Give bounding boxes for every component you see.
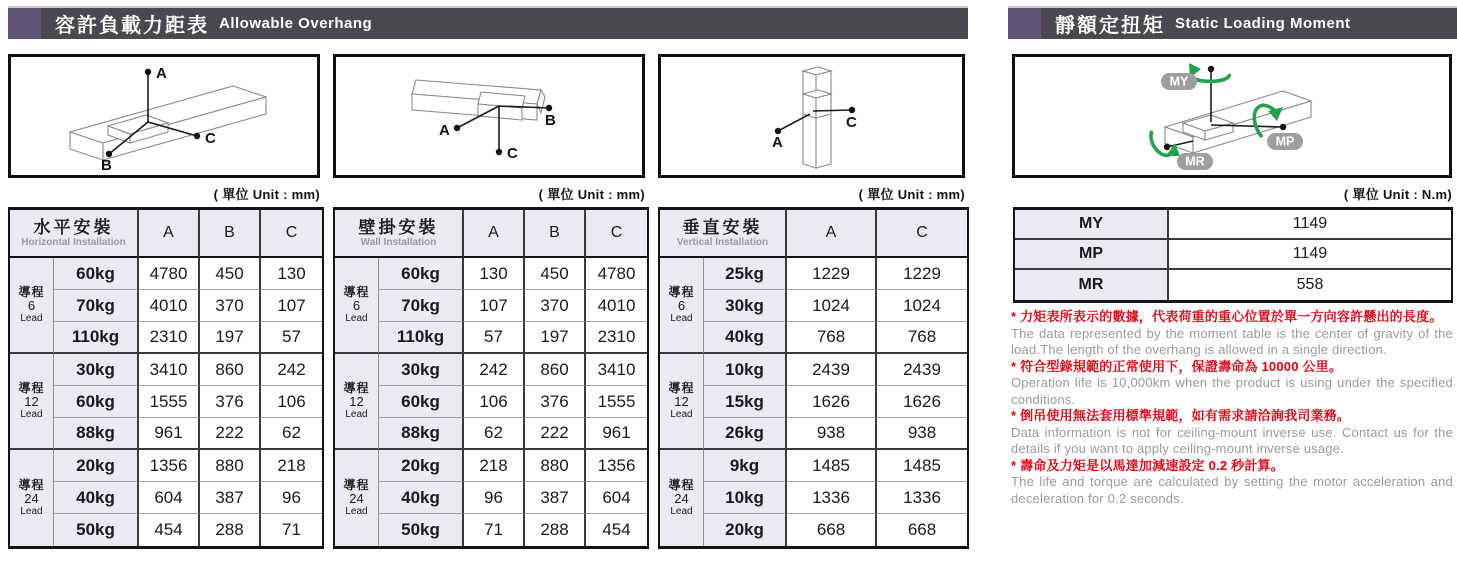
table-row — [335, 322, 647, 354]
horizontal-rail-drawing — [11, 57, 317, 175]
load-cell: 10kg — [704, 354, 787, 386]
load-cell: 26kg — [704, 418, 787, 450]
load-cell: 60kg — [54, 386, 139, 418]
load-cell: 40kg — [54, 482, 139, 514]
note-zh: * 符合型錄規範的正常使用下，保證壽命為 10000 公里。 — [1011, 358, 1343, 374]
value-cell: 4780 — [139, 258, 200, 290]
column-header: A — [787, 210, 877, 258]
vertical-installation-diagram — [658, 54, 965, 178]
column-header: A — [464, 210, 525, 258]
load-cell: 60kg — [379, 386, 464, 418]
table-row — [660, 386, 967, 418]
column-header: B — [200, 210, 261, 258]
table-row — [10, 418, 322, 450]
load-cell: 20kg — [379, 450, 464, 482]
table-row — [335, 450, 647, 482]
wall-rail-drawing — [336, 57, 642, 175]
table-row — [335, 418, 647, 450]
value-cell: 222 — [200, 418, 261, 450]
section-title-en: Allowable Overhang — [219, 15, 373, 32]
moment-label: MP — [1015, 240, 1169, 270]
mr-badge — [1177, 153, 1213, 170]
axis-label-c: C — [846, 114, 857, 131]
value-cell: 218 — [464, 450, 525, 482]
value-cell: 130 — [464, 258, 525, 290]
value-cell: 57 — [261, 322, 322, 354]
mp-badge — [1267, 133, 1303, 150]
load-cell: 30kg — [54, 354, 139, 386]
static-loading-moment-header-bar — [1008, 6, 1457, 39]
value-cell: 4780 — [586, 258, 647, 290]
value-cell: 2439 — [877, 354, 967, 386]
table-title: 水平安裝 Horizontal Installation — [10, 210, 139, 258]
svg-text:MY: MY — [1169, 74, 1189, 89]
note-zh: * 力矩表所表示的數據，代表荷重的重心位置於單一方向容許懸出的長度。 — [1011, 309, 1443, 324]
value-cell: 1356 — [139, 450, 200, 482]
value-cell: 938 — [787, 418, 877, 450]
table-row — [335, 386, 647, 418]
table-row — [660, 418, 967, 450]
lead-group-label: 導程 24 Lead — [660, 450, 704, 546]
table-row — [660, 482, 967, 514]
value-cell: 454 — [602, 520, 631, 539]
value-cell: 222 — [525, 418, 586, 450]
axis-label-a: A — [439, 122, 450, 139]
load-cell: 60kg — [54, 258, 139, 290]
value-cell: 242 — [464, 354, 525, 386]
note-zh: * 壽命及力矩是以馬達加減速設定 0.2 秒計算。 — [1011, 457, 1284, 473]
table-row — [660, 258, 967, 290]
note-zh: * 倒吊使用無法套用標準規範，如有需求請洽詢我司業務。 — [1011, 408, 1351, 423]
table-row — [10, 450, 322, 482]
table-header-row — [10, 210, 322, 258]
moment-row — [1015, 240, 1451, 270]
value-cell: 1626 — [877, 386, 967, 418]
my-badge — [1161, 73, 1197, 90]
notes-block — [1011, 309, 1453, 507]
load-cell: 9kg — [704, 450, 787, 482]
value-cell: 71 — [464, 514, 525, 546]
value-cell: 604 — [139, 482, 200, 514]
value-cell: 860 — [200, 354, 261, 386]
unit-caption: ( 單位 Unit : mm) — [213, 187, 320, 202]
value-cell: 57 — [464, 322, 525, 354]
lead-group-label: 導程 6 Lead — [10, 258, 54, 354]
table-title: 垂直安裝 Vertical Installation — [660, 210, 787, 258]
table-title: 壁掛安裝 Wall Installation — [335, 210, 464, 258]
value-cell: 2310 — [139, 322, 200, 354]
moment-label: MR — [1015, 270, 1169, 300]
column-header: B — [525, 210, 586, 258]
moment-value: 558 — [1296, 276, 1324, 293]
value-cell: 1485 — [877, 450, 967, 482]
overhang-table-vertical — [658, 207, 969, 549]
unit-caption: ( 單位 Unit : N.m) — [1343, 187, 1452, 202]
value-cell: 3410 — [139, 354, 200, 386]
value-cell: 71 — [282, 520, 301, 539]
value-cell: 376 — [525, 386, 586, 418]
lead-group-label: 導程 24 Lead — [335, 450, 379, 546]
table-row — [10, 354, 322, 386]
value-cell: 197 — [525, 322, 586, 354]
value-cell: 387 — [525, 482, 586, 514]
value-cell: 1485 — [787, 450, 877, 482]
table-row — [10, 290, 322, 322]
allowable-overhang-header-bar — [8, 6, 968, 39]
table-row — [660, 514, 967, 546]
value-cell: 604 — [586, 482, 647, 514]
table-row — [10, 482, 322, 514]
purple-accent-square — [8, 8, 41, 39]
load-cell: 20kg — [54, 450, 139, 482]
value-cell: 450 — [525, 258, 586, 290]
value-cell: 860 — [525, 354, 586, 386]
value-cell: 938 — [877, 418, 967, 450]
moment-rail-drawing — [1015, 57, 1449, 175]
axis-label-b: B — [545, 112, 556, 129]
value-cell: 62 — [464, 418, 525, 450]
value-cell: 961 — [139, 418, 200, 450]
load-cell: 60kg — [379, 258, 464, 290]
table-row — [660, 450, 967, 482]
horizontal-installation-diagram — [8, 54, 320, 178]
table-header-row — [335, 210, 647, 258]
section-title-zh: 容許負載力距表 — [55, 15, 209, 37]
table-row — [335, 290, 647, 322]
svg-text:MP: MP — [1275, 134, 1295, 149]
value-cell: 450 — [200, 258, 261, 290]
load-cell: 88kg — [54, 418, 139, 450]
table-header-row — [660, 210, 967, 258]
value-cell: 668 — [787, 514, 877, 546]
value-cell: 1024 — [787, 290, 877, 322]
value-cell: 880 — [525, 450, 586, 482]
table-row — [660, 290, 967, 322]
column-header: C — [877, 210, 967, 258]
load-cell: 40kg — [704, 322, 787, 354]
value-cell: 370 — [525, 290, 586, 322]
lead-group-label: 導程 12 Lead — [660, 354, 704, 450]
lead-group-label: 導程 24 Lead — [10, 450, 54, 546]
lead-group-label: 導程 12 Lead — [10, 354, 54, 450]
value-cell: 1626 — [787, 386, 877, 418]
load-cell: 20kg — [704, 514, 787, 546]
moment-row — [1015, 270, 1451, 300]
svg-text:MR: MR — [1185, 154, 1205, 169]
load-cell: 50kg — [379, 514, 464, 546]
value-cell: 376 — [200, 386, 261, 418]
moment-value: 1149 — [1169, 210, 1451, 240]
table-row — [335, 354, 647, 386]
lead-group-label: 導程 6 Lead — [660, 258, 704, 354]
table-row — [10, 386, 322, 418]
value-cell: 961 — [586, 418, 647, 450]
axis-label-a: A — [156, 65, 167, 82]
value-cell: 2310 — [586, 322, 647, 354]
table-row — [10, 258, 322, 290]
axis-label-c: C — [205, 130, 216, 147]
value-cell: 1336 — [877, 482, 967, 514]
vertical-rail-drawing — [661, 57, 962, 175]
load-cell: 110kg — [54, 322, 139, 354]
value-cell: 1356 — [586, 450, 647, 482]
column-header: C — [261, 210, 322, 258]
axis-label-b: B — [101, 157, 112, 174]
value-cell: 288 — [200, 514, 261, 546]
load-cell: 30kg — [704, 290, 787, 322]
moment-label: MY — [1015, 210, 1169, 240]
value-cell: 96 — [261, 482, 322, 514]
value-cell: 106 — [261, 386, 322, 418]
value-cell: 107 — [464, 290, 525, 322]
load-cell: 110kg — [379, 322, 464, 354]
value-cell: 1555 — [586, 386, 647, 418]
overhang-table-wall — [333, 207, 649, 549]
value-cell: 4010 — [586, 290, 647, 322]
value-cell: 768 — [877, 322, 967, 354]
load-cell: 15kg — [704, 386, 787, 418]
lead-group-label: 導程 6 Lead — [335, 258, 379, 354]
value-cell: 1555 — [139, 386, 200, 418]
wall-installation-diagram — [333, 54, 645, 178]
unit-caption: ( 單位 Unit : mm) — [858, 187, 965, 202]
value-cell: 4010 — [139, 290, 200, 322]
lead-group-label: 導程 12 Lead — [335, 354, 379, 450]
value-cell: 454 — [139, 514, 200, 546]
axis-label-a: A — [772, 134, 783, 151]
value-cell: 197 — [200, 322, 261, 354]
value-cell: 288 — [525, 514, 586, 546]
value-cell: 106 — [464, 386, 525, 418]
column-header: A — [139, 210, 200, 258]
moment-table — [1013, 207, 1453, 303]
load-cell: 70kg — [54, 290, 139, 322]
value-cell: 370 — [200, 290, 261, 322]
table-row — [10, 514, 322, 546]
value-cell: 242 — [261, 354, 322, 386]
value-cell: 768 — [787, 322, 877, 354]
value-cell: 668 — [907, 520, 937, 539]
section-title-en: Static Loading Moment — [1175, 15, 1351, 32]
value-cell: 2439 — [787, 354, 877, 386]
overhang-table-horizontal — [8, 207, 324, 549]
section-title-zh: 靜額定扭矩 — [1055, 15, 1165, 37]
value-cell: 218 — [261, 450, 322, 482]
value-cell: 1024 — [877, 290, 967, 322]
value-cell: 107 — [261, 290, 322, 322]
my-rotation-arrow-icon — [1191, 71, 1229, 81]
value-cell: 96 — [464, 482, 525, 514]
load-cell: 25kg — [704, 258, 787, 290]
load-cell: 30kg — [379, 354, 464, 386]
table-row — [335, 482, 647, 514]
moment-value: 1149 — [1169, 240, 1451, 270]
load-cell: 70kg — [379, 290, 464, 322]
value-cell: 130 — [261, 258, 322, 290]
load-cell: 88kg — [379, 418, 464, 450]
value-cell: 3410 — [586, 354, 647, 386]
table-row — [10, 322, 322, 354]
moment-row — [1015, 210, 1451, 240]
load-cell: 50kg — [54, 514, 139, 546]
table-row — [660, 354, 967, 386]
value-cell: 387 — [200, 482, 261, 514]
value-cell: 62 — [261, 418, 322, 450]
note-en: Operation life is 10,000km when the product is using under the specified conditions. — [1011, 375, 1453, 407]
note-en: The data represented by the moment table is the center of gravity of the load.The length of the overhang is allowed in a single direction. — [1011, 325, 1453, 357]
load-cell: 10kg — [704, 482, 787, 514]
table-row — [660, 322, 967, 354]
value-cell: 1229 — [877, 258, 967, 290]
column-header: C — [586, 210, 647, 258]
unit-caption: ( 單位 Unit : mm) — [538, 187, 645, 202]
value-cell: 880 — [200, 450, 261, 482]
purple-accent-square — [1008, 8, 1041, 39]
load-cell: 40kg — [379, 482, 464, 514]
table-row — [335, 258, 647, 290]
axis-label-c: C — [507, 145, 518, 162]
value-cell: 1229 — [787, 258, 877, 290]
note-en: The life and torque are calculated by setting the motor acceleration and deceleration for 0.2 seconds. — [1011, 474, 1453, 506]
value-cell: 1336 — [787, 482, 877, 514]
note-en: Data information is not for ceiling-mount inverse use. Contact us for the details if you want to apply ceiling-mount inverse usage. — [1011, 424, 1453, 456]
table-row — [335, 514, 647, 546]
static-moment-diagram — [1012, 54, 1452, 178]
